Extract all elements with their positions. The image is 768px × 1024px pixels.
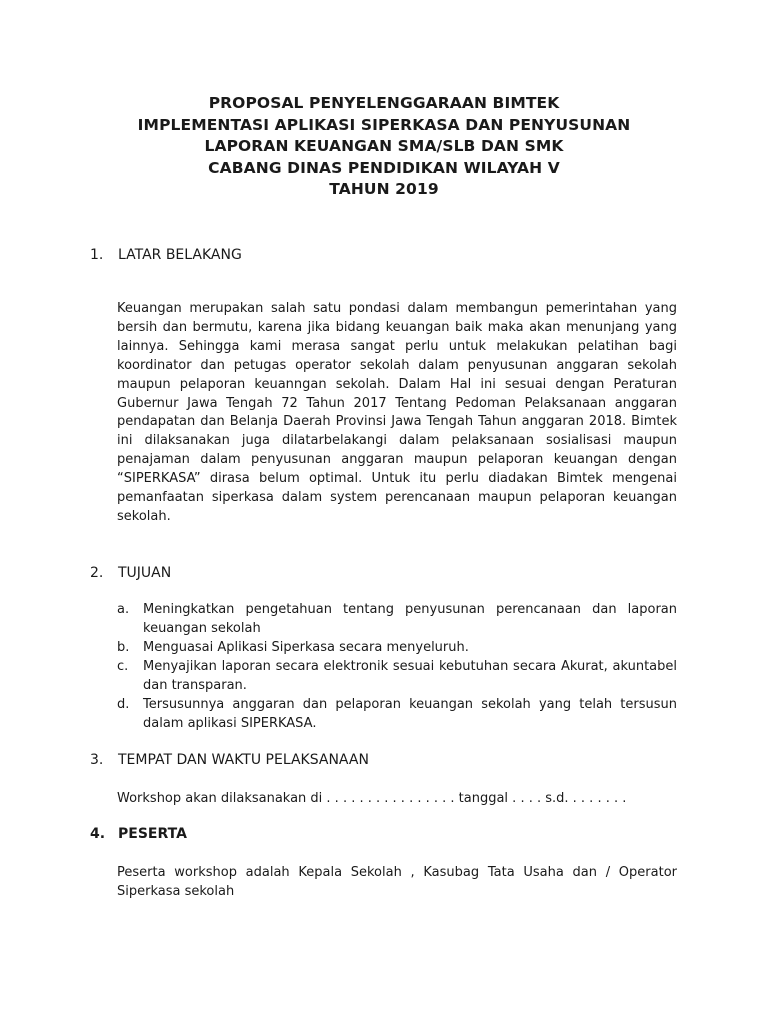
section-2-heading <box>90 563 171 583</box>
document-title <box>0 93 768 201</box>
paragraph-line: “SIPERKASA” dirasa belum optimal. Untuk itu perlu diadakan Bimtek mengenai <box>117 471 677 487</box>
list-item <box>117 657 677 695</box>
section-2-title: TUJUAN <box>118 565 172 581</box>
list-item <box>117 695 677 733</box>
section-4-title: PESERTA <box>118 826 187 842</box>
list-item <box>117 638 677 657</box>
section-3-title: TEMPAT DAN WAKTU PELAKSANAAN <box>118 752 369 768</box>
section-1-heading <box>90 245 242 265</box>
paragraph-line: bersih dan bermutu, karena jika bidang keuangan baik maka akan menunjang yang <box>117 319 677 335</box>
list-marker: b. <box>117 640 130 655</box>
list-item-line: Menguasai Aplikasi Siperkasa secara menyeluruh. <box>143 640 469 655</box>
list-item-line: dalam aplikasi SIPERKASA. <box>143 716 317 731</box>
section-1-title: LATAR BELAKANG <box>118 247 242 263</box>
list-marker: d. <box>117 697 130 712</box>
section-2-number: 2. <box>90 565 104 581</box>
paragraph-line: Siperkasa sekolah <box>117 883 235 899</box>
paragraph-line: pemanfaatan siperkasa dalam system perencanaan maupun pelaporan keuangan <box>117 490 677 506</box>
paragraph-line: Keuangan merupakan salah satu pondasi dalam membangun pemerintahan yang <box>117 301 677 316</box>
list-marker: c. <box>117 659 129 674</box>
paragraph-line: Gubernur Jawa Tengah 72 Tahun 2017 Tentang Pedoman Pelaksanaan anggaran <box>117 395 677 411</box>
section-3-number: 3. <box>90 752 104 768</box>
paragraph-line: maupun pelaporan keuanngan sekolah. Dalam Hal ini sesuai dengan Peraturan <box>117 376 677 392</box>
section-3-text: Workshop akan dilaksanakan di . . . . . . . . . . . . . . . . tanggal . . . . s.d. . . . . . . . <box>117 791 627 806</box>
paragraph-line: pendapatan dan Belanja Daerah Provinsi Jawa Tengah Tahun anggaran 2018. Bimtek <box>117 414 677 430</box>
list-item-line: Tersusunnya anggaran dan pelaporan keuangan sekolah yang telah tersusun <box>143 697 677 712</box>
list-item-line: keuangan sekolah <box>143 621 261 636</box>
title-line-5: TAHUN 2019 <box>329 180 439 198</box>
list-marker: a. <box>117 602 130 617</box>
paragraph-line: lainnya. Sehingga kami merasa sangat perlu untuk melakukan pelatihan bagi <box>117 338 677 354</box>
list-item-line: dan transparan. <box>143 678 247 693</box>
title-line-3: LAPORAN KEUANGAN SMA/SLB DAN SMK <box>204 137 564 155</box>
list-item-line: Menyajikan laporan secara elektronik sesuai kebutuhan secara Akurat, akuntabel <box>143 659 677 674</box>
list-item <box>117 600 677 638</box>
section-1-paragraph <box>117 300 677 527</box>
list-item-line: Meningkatkan pengetahuan tentang penyusunan perencanaan dan laporan <box>143 602 677 617</box>
section-4-heading <box>90 824 187 844</box>
paragraph-line: sekolah. <box>117 508 171 524</box>
title-line-2: IMPLEMENTASI APLIKASI SIPERKASA DAN PENYUSUNAN <box>137 115 631 134</box>
section-3-heading <box>90 750 369 770</box>
paragraph-line: Peserta workshop adalah Kepala Sekolah , Kasubag Tata Usaha dan / Operator <box>117 865 677 880</box>
paragraph-line: ini dilaksanakan juga dilatarbelakangi dalam pelaksanaan sosialisasi maupun <box>117 433 677 449</box>
paragraph-line: koordinator dan petugas operator sekolah dalam penyusunan anggaran sekolah <box>117 357 677 373</box>
title-line-4: CABANG DINAS PENDIDIKAN WILAYAH V <box>208 158 560 177</box>
title-line-1: PROPOSAL PENYELENGGARAAN BIMTEK <box>208 94 560 112</box>
section-4-number: 4. <box>90 826 106 842</box>
section-1-number: 1. <box>90 247 104 263</box>
section-4-paragraph <box>117 864 677 902</box>
objectives-list <box>117 600 677 733</box>
paragraph-line: penajaman dalam penyusunan anggaran maupun pelaporan keuangan dengan <box>117 452 677 468</box>
